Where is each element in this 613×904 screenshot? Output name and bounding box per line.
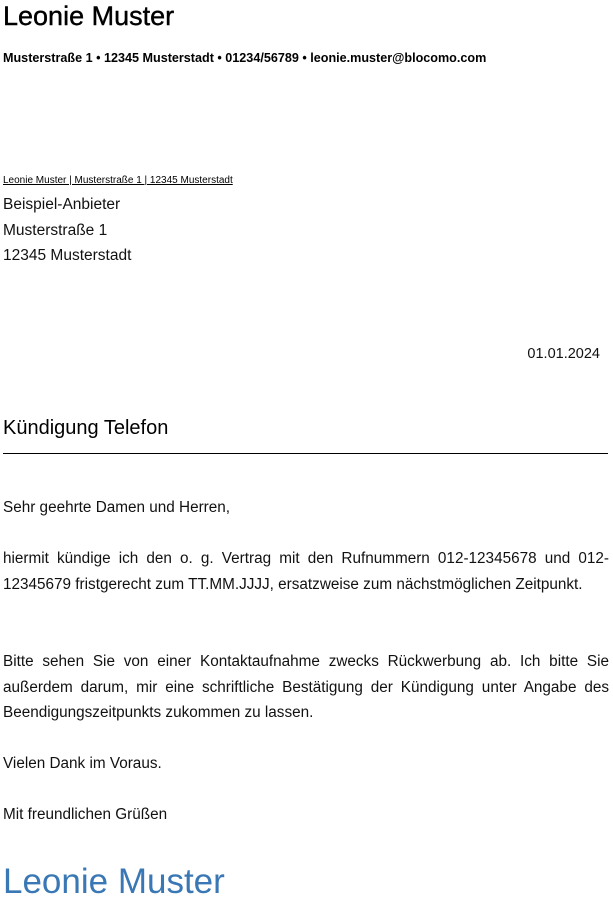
thanks-line: Vielen Dank im Voraus. bbox=[3, 755, 162, 772]
recipient-city: 12345 Musterstadt bbox=[3, 247, 132, 264]
subject-divider bbox=[3, 453, 608, 454]
recipient-street: Musterstraße 1 bbox=[3, 221, 108, 239]
salutation: Sehr geehrte Damen und Herren, bbox=[3, 499, 231, 516]
body-paragraph-1: hiermit kündige ich den o. g. Vertrag mit den Rufnummern 012-12345678 und 012-12345679 fristgerecht zum TT.MM.JJJJ, ersatzweise zum nächstmöglichen Zeitpunkt. bbox=[3, 550, 609, 593]
letter-date: 01.01.2024 bbox=[527, 346, 600, 362]
closing-line: Mit freundlichen Grüßen bbox=[3, 806, 168, 823]
sender-contact-line: Musterstraße 1 • 12345 Musterstadt • 01234/56789 • leonie.muster@blocomo.com bbox=[3, 51, 487, 65]
sender-name-heading: Leonie Muster bbox=[3, 1, 175, 31]
recipient-name: Beispiel-Anbieter bbox=[3, 196, 121, 213]
return-address-line: Leonie Muster | Musterstraße 1 | 12345 Musterstadt bbox=[3, 175, 233, 186]
body-paragraph-2: Bitte sehen Sie von einer Kontaktaufnahme zwecks Rückwerbung ab. Ich bitte Sie außerdem darum, mir eine schriftliche Bestätigung der Kündigung unter Angabe des Beendigungszeitpunkts zukommen zu lassen. bbox=[3, 653, 609, 721]
recipient-address bbox=[3, 192, 131, 269]
signature-name: Leonie Muster bbox=[3, 862, 225, 901]
letter-subject: Kündigung Telefon bbox=[3, 417, 169, 439]
